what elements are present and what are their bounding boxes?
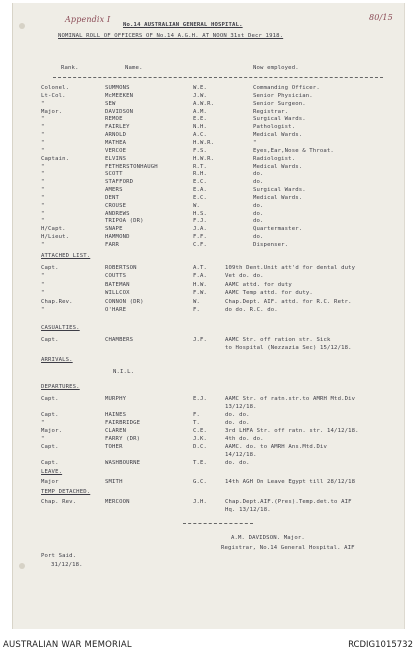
cell-init: W.E. bbox=[193, 85, 208, 91]
cell-name: ANDREWS bbox=[105, 210, 130, 217]
cell-rank: " bbox=[41, 124, 45, 131]
cell-init: H.S. bbox=[193, 210, 208, 217]
cell-job: Chap.Dept.AIF.(Pres).Temp.det.to AIF bbox=[225, 499, 352, 505]
cell-name: SUMMONS bbox=[105, 85, 130, 91]
cell-init: H.W. bbox=[193, 281, 208, 288]
signature-role: Registrar, No.14 General Hospital. AIF bbox=[221, 545, 355, 551]
cell-name: FAIRBRIDGE bbox=[105, 420, 141, 426]
casualties-heading: CASUALTIES. bbox=[41, 325, 80, 331]
cell-name: MERCOON bbox=[105, 499, 130, 505]
footer-bar bbox=[0, 629, 417, 654]
cell-job: AAMC attd. for duty bbox=[225, 281, 292, 288]
cell-rank: " bbox=[41, 218, 45, 225]
cell-job: Vet do. do. bbox=[225, 273, 264, 280]
arrivals-nil: N.I.L. bbox=[113, 369, 135, 375]
cell-init: C.E. bbox=[193, 428, 208, 434]
annotation-top-right: 80/15 bbox=[369, 13, 393, 22]
cell-init: J.H. bbox=[193, 499, 208, 505]
cell-rank: " bbox=[41, 147, 45, 154]
cell-name: DAVIDSON bbox=[105, 108, 134, 115]
footer-institution: AUSTRALIAN WAR MEMORIAL bbox=[3, 640, 132, 650]
cell-job: 14th AGH On Leave Egypt till 28/12/18 bbox=[225, 479, 356, 485]
cell-job: AAMC Str. off ration str. Sick bbox=[225, 337, 331, 343]
cell-job: to Hospital (Nezzazia Sec) 15/12/18. bbox=[225, 345, 352, 352]
cell-job: do. do. bbox=[225, 412, 250, 418]
cell-init: H.W.R. bbox=[193, 139, 215, 146]
cell-job: do. do. bbox=[225, 420, 250, 426]
cell-rank: " bbox=[41, 420, 45, 426]
cell-rank: " bbox=[41, 116, 45, 123]
column-employed-header: Now employed. bbox=[253, 65, 299, 71]
cell-rank: " bbox=[41, 202, 45, 209]
cell-rank: H/Capt. bbox=[41, 226, 66, 233]
signature-name: A.M. DAVIDSON. Major. bbox=[231, 535, 305, 541]
cell-rank: " bbox=[41, 139, 45, 146]
cell-job: 14/12/18. bbox=[225, 452, 257, 458]
cell-rank: " bbox=[41, 187, 45, 194]
cell-init: F.J. bbox=[193, 218, 208, 225]
cell-rank: " bbox=[41, 281, 45, 288]
cell-rank: Colonel. bbox=[41, 85, 70, 91]
cell-job: Medical Wards. bbox=[253, 132, 303, 139]
cell-job: do. bbox=[253, 179, 264, 186]
cell-init: C.F. bbox=[193, 242, 208, 248]
cell-init: F.F. bbox=[193, 234, 208, 241]
cell-rank: Major. bbox=[41, 108, 63, 115]
column-name-header: Name. bbox=[125, 65, 143, 71]
cell-init: F. bbox=[193, 412, 201, 418]
cell-job: Surgical Wards. bbox=[253, 187, 306, 194]
cell-init: R.T. bbox=[193, 163, 208, 170]
cell-job: Medical Wards. bbox=[253, 194, 303, 201]
cell-rank: " bbox=[41, 179, 45, 186]
header-divider bbox=[53, 77, 383, 78]
cell-init: G.C. bbox=[193, 479, 208, 485]
cell-name: WASHBOURNE bbox=[105, 460, 141, 466]
cell-job: Hq. 13/12/18. bbox=[225, 507, 271, 514]
signature-divider bbox=[183, 523, 253, 524]
cell-rank: Chap. Rev. bbox=[41, 499, 77, 505]
cell-job: Surgical Wards. bbox=[253, 116, 306, 123]
cell-name: CLAREN bbox=[105, 428, 127, 434]
cell-name: CROUSE bbox=[105, 202, 127, 209]
cell-job: 3rd LHFA Str. off ratn. str. 14/12/18. bbox=[225, 428, 359, 434]
cell-rank: " bbox=[41, 273, 45, 280]
cell-job: Senior Physician. bbox=[253, 92, 313, 99]
cell-name: ROBERTSON bbox=[105, 265, 137, 271]
cell-job: do. bbox=[253, 218, 264, 225]
document-title: No.14 AUSTRALIAN GENERAL HOSPITAL. bbox=[123, 22, 243, 28]
cell-rank: " bbox=[41, 194, 45, 201]
annotation-top-left: Appendix I bbox=[65, 15, 111, 24]
cell-rank: " bbox=[41, 100, 45, 107]
cell-job: AAMC Temp attd. for duty. bbox=[225, 290, 313, 297]
cell-rank: " bbox=[41, 242, 45, 248]
cell-init: E.A. bbox=[193, 187, 208, 194]
cell-name: MURPHY bbox=[105, 396, 127, 402]
cell-job: Radiologist. bbox=[253, 155, 296, 162]
cell-init: E.C. bbox=[193, 194, 208, 201]
cell-job: Registrar. bbox=[253, 108, 289, 115]
cell-init: F.A. bbox=[193, 273, 208, 280]
cell-name: TOHER bbox=[105, 444, 123, 450]
cell-job: do. bbox=[253, 202, 264, 209]
cell-rank: Capt. bbox=[41, 337, 59, 343]
cell-init: J.W. bbox=[193, 92, 208, 99]
cell-name: VERCOE bbox=[105, 147, 127, 154]
cell-name: CHAMBERS bbox=[105, 337, 134, 343]
cell-init: E.C. bbox=[193, 179, 208, 186]
cell-job: AAMC Str. of ratn.str.to AMRH Mtd.Div bbox=[225, 396, 356, 402]
cell-name: O'HARE bbox=[105, 307, 127, 313]
cell-rank: Capt. bbox=[41, 460, 59, 466]
cell-rank: Capt. bbox=[41, 396, 59, 402]
cell-init: J.A. bbox=[193, 226, 208, 233]
cell-rank: Captain. bbox=[41, 155, 70, 162]
departures-heading: DEPARTURES. bbox=[41, 384, 80, 390]
arrivals-heading: ARRIVALS. bbox=[41, 357, 73, 363]
cell-job: Dispenser. bbox=[253, 242, 289, 248]
column-rank-header: Rank. bbox=[61, 65, 79, 71]
cell-name: HAMMOND bbox=[105, 234, 130, 241]
cell-name: SCOTT bbox=[105, 171, 123, 178]
cell-job: AAMC. do. to AMRH Ans.Mtd.Div bbox=[225, 444, 328, 450]
cell-job: do do. R.C. do. bbox=[225, 307, 278, 313]
cell-job: 4th do. do. bbox=[225, 436, 264, 442]
cell-name: MATHEA bbox=[105, 139, 127, 146]
cell-init: F.W. bbox=[193, 290, 208, 297]
cell-init: R.H. bbox=[193, 171, 208, 178]
punch-hole bbox=[19, 563, 25, 569]
cell-init: H.W.R. bbox=[193, 155, 215, 162]
footer-record-id: RCDIG1015732 bbox=[348, 640, 413, 650]
cell-name: ARNOLD bbox=[105, 132, 127, 139]
cell-rank: Major. bbox=[41, 428, 63, 434]
cell-name: FAIRLEY bbox=[105, 124, 130, 131]
attached-heading: ATTACHED LIST. bbox=[41, 253, 91, 259]
cell-rank: Lt-Col. bbox=[41, 92, 66, 99]
cell-init: A.C. bbox=[193, 132, 208, 139]
cell-rank: Chap.Rev. bbox=[41, 298, 73, 305]
cell-name: SNAPE bbox=[105, 226, 123, 233]
document-page bbox=[12, 3, 405, 629]
cell-rank: " bbox=[41, 163, 45, 170]
cell-name: FARRY (DR) bbox=[105, 436, 141, 442]
cell-name: SMITH bbox=[105, 479, 123, 485]
cell-init: A.T. bbox=[193, 265, 208, 271]
cell-init: J.K. bbox=[193, 436, 208, 442]
cell-init: D.C. bbox=[193, 444, 208, 450]
cell-name: BATEMAN bbox=[105, 281, 130, 288]
cell-job: Medical Wards. bbox=[253, 163, 303, 170]
cell-name: FARR bbox=[105, 242, 120, 248]
cell-name: SEW bbox=[105, 100, 116, 107]
cell-name: FETHERSTONHAUGH bbox=[105, 163, 158, 170]
cell-rank: " bbox=[41, 290, 45, 297]
cell-job: Chap.Dept. AIF. attd. for R.C. Retr. bbox=[225, 298, 352, 305]
leave-heading: LEAVE. bbox=[41, 469, 63, 475]
cell-rank: Capt. bbox=[41, 412, 59, 418]
cell-rank: " bbox=[41, 171, 45, 178]
cell-name: McMEEKEN bbox=[105, 92, 134, 99]
cell-init: W. bbox=[193, 298, 201, 305]
cell-job: do. bbox=[253, 171, 264, 178]
cell-job: 13/12/18. bbox=[225, 404, 257, 410]
cell-job: do. bbox=[253, 210, 264, 217]
cell-init: E.J. bbox=[193, 396, 208, 402]
place: Port Said. bbox=[41, 553, 77, 559]
cell-init: A.W.R. bbox=[193, 100, 215, 107]
date: 31/12/18. bbox=[51, 562, 83, 568]
cell-init: T. bbox=[193, 420, 201, 426]
cell-job: Eyes,Ear,Nose & Throat. bbox=[253, 147, 334, 154]
cell-name: DENT bbox=[105, 194, 120, 201]
cell-init: T.E. bbox=[193, 460, 208, 466]
cell-init: N.H. bbox=[193, 124, 208, 131]
cell-name: COUTTS bbox=[105, 273, 127, 280]
cell-init: E.E. bbox=[193, 116, 208, 123]
temp-detached-heading: TEMP DETACHED. bbox=[41, 489, 91, 495]
cell-init: J.F. bbox=[193, 337, 208, 343]
cell-rank: Major bbox=[41, 479, 59, 485]
cell-job: do. bbox=[253, 234, 264, 241]
cell-rank: " bbox=[41, 436, 45, 442]
cell-job: do. do. bbox=[225, 460, 250, 466]
cell-job: Senior Surgeon. bbox=[253, 100, 306, 107]
cell-job: " bbox=[253, 139, 257, 146]
cell-job: Quartermaster. bbox=[253, 226, 303, 233]
cell-name: AMERS bbox=[105, 187, 123, 194]
cell-rank: Capt. bbox=[41, 265, 59, 271]
cell-init: F.S. bbox=[193, 147, 208, 154]
cell-rank: Capt. bbox=[41, 444, 59, 450]
cell-init: A.M. bbox=[193, 108, 208, 115]
cell-name: REMOE bbox=[105, 116, 123, 123]
cell-rank: " bbox=[41, 210, 45, 217]
cell-job: 109th Dent.Unit att'd for dental duty bbox=[225, 265, 356, 271]
cell-name: HAINES bbox=[105, 412, 127, 418]
cell-init: F. bbox=[193, 307, 201, 313]
cell-rank: " bbox=[41, 132, 45, 139]
cell-rank: " bbox=[41, 307, 45, 313]
document-subtitle: NOMINAL ROLL OF OFFICERS OF No.14 A.G.H. AT NOON 31st Decr 1918. bbox=[58, 33, 284, 39]
cell-name: TRIPOA (DR) bbox=[105, 218, 144, 225]
cell-name: WILLCOX bbox=[105, 290, 130, 297]
cell-job: Pathologist. bbox=[253, 124, 296, 131]
cell-init: W. bbox=[193, 202, 201, 209]
cell-name: STAFFORD bbox=[105, 179, 134, 186]
cell-job: Commanding Officer. bbox=[253, 85, 320, 91]
punch-hole bbox=[19, 23, 25, 29]
cell-name: ELVINS bbox=[105, 155, 127, 162]
cell-rank: H/Lieut. bbox=[41, 234, 70, 241]
cell-name: CONNON (DR) bbox=[105, 298, 144, 305]
